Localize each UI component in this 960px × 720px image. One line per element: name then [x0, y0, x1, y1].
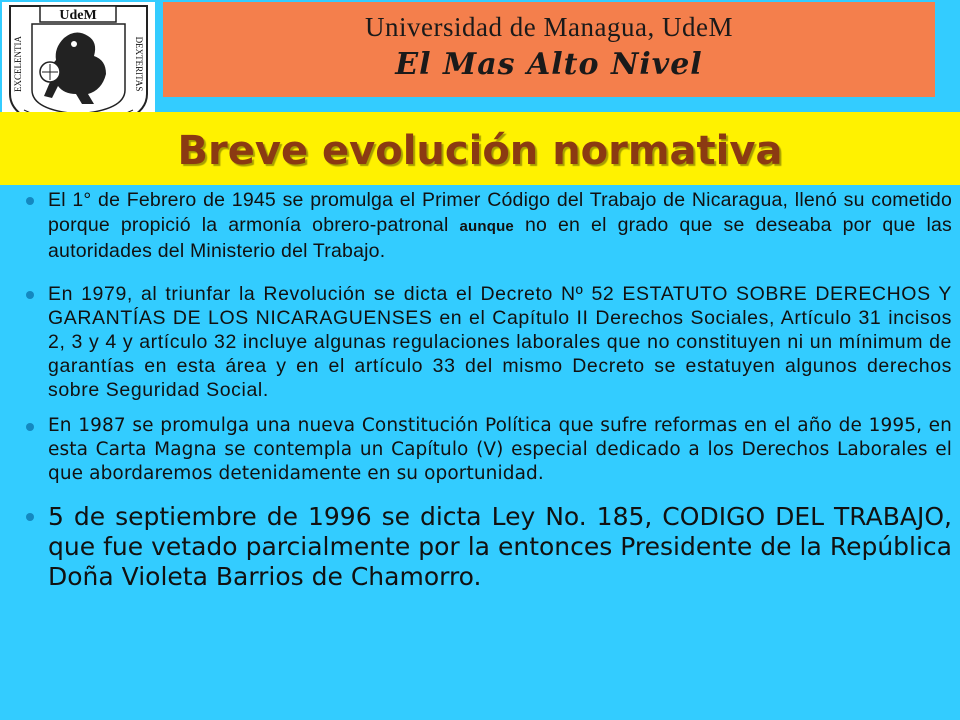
header-banner [163, 2, 935, 97]
bullet-item-1979 [20, 282, 952, 402]
logo-left-text: EXCELENTIA [13, 36, 23, 92]
bullet-dot-icon [26, 423, 34, 431]
institution-name: Universidad de Managua, UdeM [365, 12, 733, 42]
bullet-1945-bold-word: aunque [459, 218, 514, 235]
bullet-1987-text: En 1987 se promulga una nueva Constitución Política que sufre reformas en el año de 1995, en esta Carta Magna se contempla un Capítulo (V) especial dedicado a los Derechos Laborales el que abordaremos detenidamente en su oportunidad. [48, 415, 952, 484]
logo-right-text: DEXTERITAS [134, 36, 144, 92]
bullet-list [20, 188, 952, 592]
bullet-1979-text: En 1979, al triunfar la Revolución se dicta el Decreto Nº 52 ESTATUTO SOBRE DERECHOS Y GARANTÍAS DE LOS NICARAGUENSES en el Capítulo II Derechos Sociales, Artículo 31 incisos 2, 3 y 4 y artículo 32 incluye algunas regulaciones laborales que no constituyen ni un mínimum de garantías en esta área y en el artículo 33 del mismo Decreto se estatuyen algunos derechos sobre Seguridad Social. [48, 283, 952, 401]
bullet-item-1987 [20, 414, 952, 486]
bullet-1996-text: 5 de septiembre de 1996 se dicta Ley No. 185, CODIGO DEL TRABAJO, que fue vetado parcialmente por la entonces Presidente de la República Doña Violeta Barrios de Chamorro. [48, 502, 952, 591]
bullet-dot-icon [26, 513, 34, 521]
institution-motto: El Mas Alto Nivel [395, 47, 703, 82]
bullet-1945-text-before: El 1° de Febrero de 1945 se promulga el Primer Código del Trabajo de Nicaragua, llenó su cometido porque propició la armonía obrero-patronal [48, 189, 952, 236]
logo-top-text: UdeM [59, 8, 97, 23]
bullet-item-1945 [20, 188, 952, 264]
bullet-dot-icon [26, 291, 34, 299]
bullet-1945-text-after: no en el grado que se deseaba por que las autoridades del Ministerio del Trabajo. [48, 214, 952, 262]
bullet-item-1996 [20, 502, 952, 592]
bullet-dot-icon [26, 197, 34, 205]
slide-title: Breve evolución normativa [177, 128, 783, 174]
